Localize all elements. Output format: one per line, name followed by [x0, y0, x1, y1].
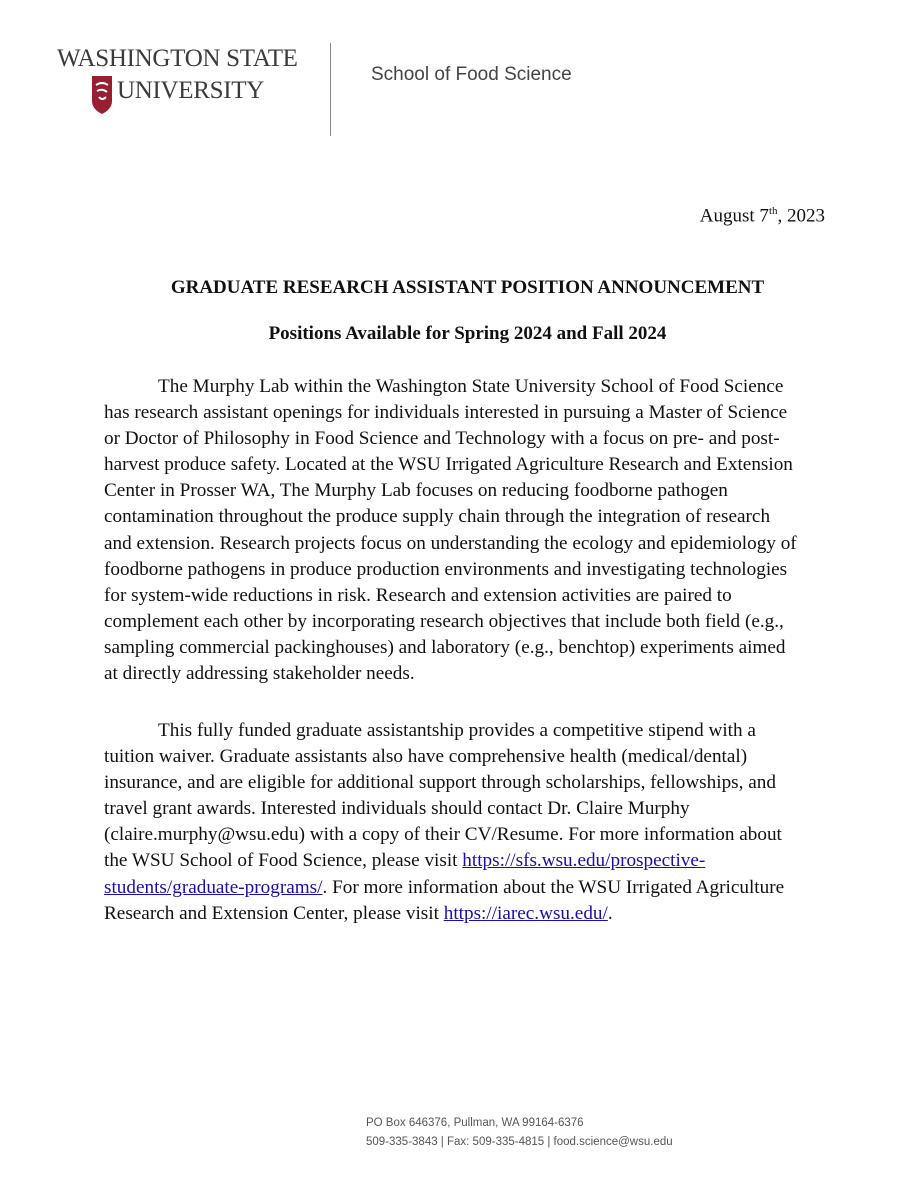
- line-text: .: [607, 902, 613, 924]
- paragraph-line: [104, 848, 834, 874]
- paragraph-line: [104, 901, 834, 927]
- paragraph-line: travel grant awards. Interested individuals should contact Dr. Claire Murphy: [104, 798, 690, 820]
- paragraph-line: sampling commercial packinghouses) and laboratory (e.g., benchtop) experiments aimed: [104, 636, 786, 658]
- iarec-link[interactable]: https://iarec.wsu.edu/: [443, 902, 608, 924]
- paragraph-line: for system-wide reductions in risk. Research and extension activities are paired to: [104, 584, 732, 606]
- line-text: . For more information about the WSU Irrigated Agriculture: [322, 876, 785, 898]
- date-ordinal: th: [768, 205, 778, 217]
- date-year: , 2023: [777, 205, 825, 227]
- letter-date: [560, 205, 825, 227]
- letterhead: [0, 0, 901, 150]
- paragraph-2: [104, 718, 834, 927]
- paragraph-line: contamination throughout the produce supply chain through the integration of research: [104, 506, 771, 528]
- paragraph-line: has research assistant openings for individuals interested in pursuing a Master of Science: [104, 402, 788, 424]
- announcement-subtitle: Positions Available for Spring 2024 and Fall 2024: [268, 323, 667, 344]
- sfs-link-continued[interactable]: students/graduate-programs/: [104, 876, 323, 898]
- paragraph-1: [104, 374, 834, 687]
- paragraph-line: tuition waiver. Graduate assistants also have comprehensive health (medical/dental): [104, 746, 748, 768]
- footer-contact: [366, 1114, 673, 1152]
- paragraph-line: or Doctor of Philosophy in Food Science and Technology with a focus on pre- and post-: [104, 428, 780, 450]
- sfs-link[interactable]: https://sfs.wsu.edu/prospective-: [462, 850, 706, 872]
- announcement-title: GRADUATE RESEARCH ASSISTANT POSITION ANNOUNCEMENT: [170, 277, 765, 298]
- paragraph-line: (claire.murphy@wsu.edu) with a copy of their CV/Resume. For more information about: [104, 824, 782, 846]
- line-text: Research and Extension Center, please visit: [104, 902, 444, 924]
- paragraph-line: complement each other by incorporating research objectives that include both field (e.g.,: [104, 610, 784, 632]
- paragraph-line: foodborne pathogens in produce production environments and investigating technologies: [104, 558, 788, 580]
- footer-address: PO Box 646376, Pullman, WA 99164-6376: [366, 1117, 584, 1129]
- paragraph-line: The Murphy Lab within the Washington State University School of Food Science: [158, 376, 784, 397]
- line-text: the WSU School of Food Science, please visit: [104, 850, 463, 872]
- date-month-day: August 7: [699, 205, 769, 227]
- paragraph-line: This fully funded graduate assistantship provides a competitive stipend with a: [158, 720, 756, 741]
- university-name: WASHINGTON STATE: [57, 45, 298, 72]
- paragraph-line: at directly addressing stakeholder needs.: [104, 663, 415, 685]
- wsu-shield-icon: [91, 75, 113, 115]
- paragraph-line: and extension. Research projects focus on understanding the ecology and epidemiology of: [104, 532, 797, 554]
- university-subname: UNIVERSITY: [117, 77, 264, 104]
- paragraph-line: harvest produce safety. Located at the WSU Irrigated Agriculture Research and Extension: [104, 454, 793, 476]
- paragraph-line: Center in Prosser WA, The Murphy Lab focuses on reducing foodborne pathogen: [104, 480, 728, 502]
- paragraph-line: insurance, and are eligible for additional support through scholarships, fellowships, and: [104, 772, 776, 794]
- paragraph-line: [104, 875, 834, 901]
- footer-phone-email: 509-335-3843 | Fax: 509-335-4815 | food.science@wsu.edu: [366, 1136, 673, 1148]
- department-name: School of Food Science: [371, 64, 572, 85]
- header-divider: [330, 43, 331, 136]
